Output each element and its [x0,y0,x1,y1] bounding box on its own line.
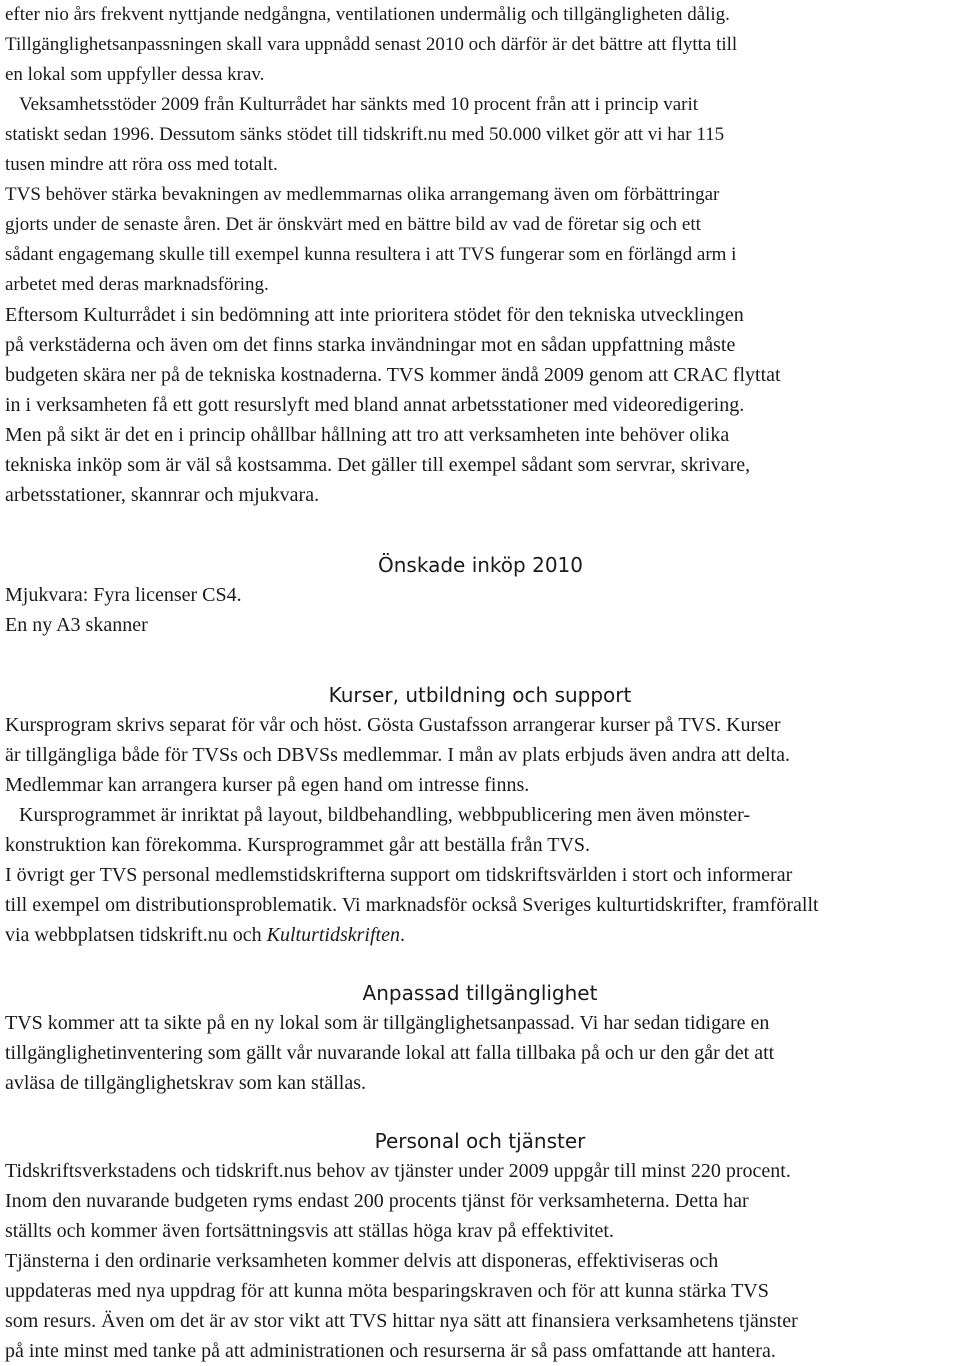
text-line: TVS kommer att ta sikte på en ny lokal som är tillgänglighetsanpassad. Vi har sedan tidigare en [5,1012,770,1034]
budget-paragraph [5,90,955,300]
text-line: En ny A3 skanner [5,614,148,636]
section-heading: Kurser, utbildning och support [328,683,632,707]
text-line: på verkstäderna och även om det finns starka invändningar mot en sådan uppfattning måste [5,334,736,356]
text-line: konstruktion kan förekomma. Kursprogrammet går att beställa från TVS. [5,834,591,856]
text-line: budgeten skära ner på de tekniska kostnaderna. TVS kommer ändå 2009 genom att CRAC flyttat [5,364,781,386]
text-line: Eftersom Kulturrådet i sin bedömning att inte prioritera stödet för den tekniska utvecklingen [5,304,744,326]
text-line: Inom den nuvarande budgeten ryms endast 200 procents tjänst för verksamheterna. Detta har [5,1190,749,1212]
text-line: in i verksamheten få ett gott resurslyft med bland annat arbetsstationer med videoredigering. [5,394,745,416]
text-line: efter nio års frekvent nyttjande nedgångna, ventilationen undermålig och tillgängligheten dålig. [5,4,730,25]
text-line: arbetsstationer, skannrar och mjukvara. [5,484,320,506]
section-heading: Personal och tjänster [374,1129,586,1153]
staff-section [5,1126,955,1366]
text-line: på inte minst med tanke på att administrationen och resurserna är så pass omfattande att hantera. [5,1340,776,1362]
text-line: Tillgänglighetsanpassningen skall vara uppnådd senast 2010 och därför är det bättre att flytta till [5,34,738,55]
text-line [5,920,955,950]
text-line: sådant engagemang skulle till exempel kunna resultera i att TVS fungerar som en förlängd arm i [5,244,737,265]
text-line: avläsa de tillgänglighetskrav som kan ställas. [5,1072,367,1094]
text-line: arbetet med deras marknadsföring. [5,274,269,295]
text-line: statiskt sedan 1996. Dessutom sänks stödet till tidskrift.nu med 50.000 vilket gör att vi har 115 [5,124,725,145]
text-line: ställts och kommer även fortsättningsvis att ställas höga krav på effektivitet. [5,1220,614,1242]
text-line: Kursprogram skrivs separat för vår och höst. Gösta Gustafsson arrangerar kurser på TVS. Kurser [5,714,781,736]
text-line: uppdateras med nya uppdrag för att kunna möta besparingskraven och för att kunna stärka TVS [5,1280,769,1302]
text-fragment: . [399,924,405,946]
accessibility-section [5,978,955,1098]
text-line: är tillgängliga både för TVSs och DBVSs medlemmar. I mån av plats erbjuds även andra att delta. [5,744,790,766]
text-line: Men på sikt är det en i princip ohållbar hållning att tro att verksamheten inte behöver olika [5,424,730,446]
text-line: till exempel om distributionsproblematik. Vi marknadsför också Sveriges kulturtidskrifter, framförallt [5,894,819,916]
section-heading: Önskade inköp 2010 [378,553,583,577]
text-line: Tidskriftsverkstadens och tidskrift.nus behov av tjänster under 2009 uppgår till minst 220 procent. [5,1160,791,1182]
text-line: gjorts under de senaste åren. Det är önskvärt med en bättre bild av vad de företar sig och ett [5,214,701,235]
text-line: tekniska inköp som är väl så kostsamma. Det gäller till exempel sådant som servrar, skrivare, [5,454,751,476]
text-fragment: via webbplatsen tidskrift.nu och [5,924,267,946]
text-line: en lokal som uppfyller dessa krav. [5,64,265,85]
text-line: Veksamhetsstöder 2009 från Kulturrådet har sänkts med 10 procent från att i princip varit [19,94,699,115]
tech-paragraph [5,300,955,510]
text-line: I övrigt ger TVS personal medlemstidskrifterna support om tidskriftsvärlden i stort och informerar [5,864,793,886]
text-line: TVS behöver stärka bevakningen av medlemmarnas olika arrangemang även om förbättringar [5,184,720,205]
publication-title: Kulturtidskriften [266,924,400,946]
text-line: Tjänsterna i den ordinarie verksamheten kommer delvis att disponeras, effektiviseras och [5,1250,719,1272]
text-line: som resurs. Även om det är av stor vikt att TVS hittar nya sätt att finansiera verksamhetens tjänster [5,1310,798,1332]
text-line: Mjukvara: Fyra licenser CS4. [5,584,242,606]
document-page [5,0,955,1366]
section-heading: Anpassad tillgänglighet [362,981,598,1005]
text-line: Medlemmar kan arrangera kurser på egen hand om intresse finns. [5,774,530,796]
text-line: tusen mindre att röra oss med totalt. [5,154,278,175]
text-line: tillgänglighetinventering som gällt vår nuvarande lokal att falla tillbaka på och ur den går det att [5,1042,775,1064]
courses-section [5,680,955,950]
purchases-section [5,550,955,640]
intro-paragraph [5,0,955,90]
text-line: Kursprogrammet är inriktat på layout, bildbehandling, webbpublicering men även mönster- [19,804,751,826]
